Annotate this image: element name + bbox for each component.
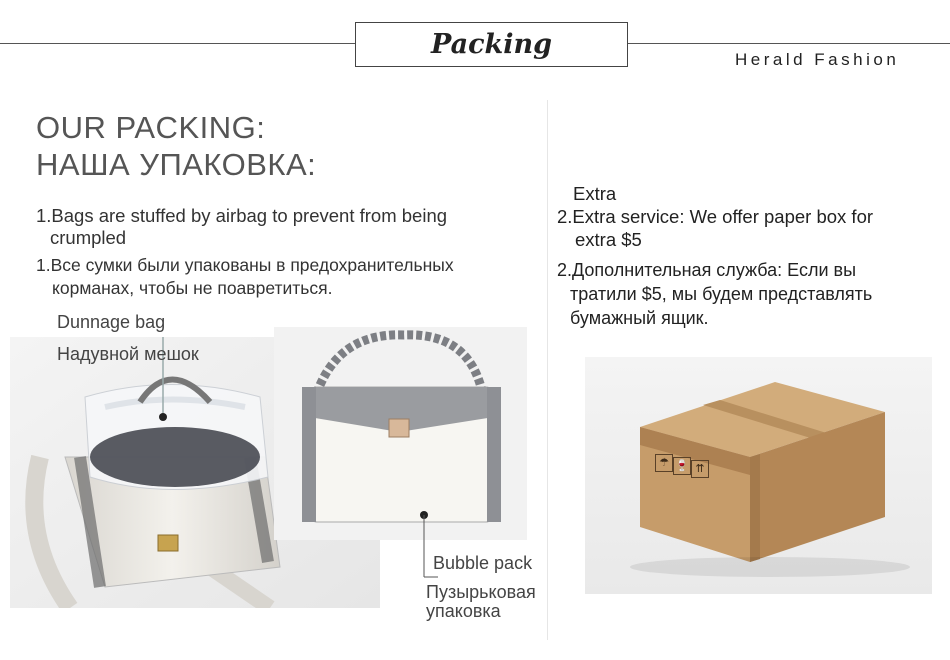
paper-box-photo (585, 357, 932, 594)
dunnage-label-en: Dunnage bag (57, 312, 166, 332)
point1-en-line2: crumpled (50, 227, 127, 248)
header-line-right (626, 43, 950, 44)
point1-ru-line2: корманах, чтобы не поавретиться. (52, 278, 333, 298)
heading-ru: НАША УПАКОВКА: (36, 147, 317, 182)
column-divider (547, 100, 548, 640)
point1-en-line1: 1.Bags are stuffed by airbag to prevent from being (36, 205, 448, 226)
extra-label: Extra (573, 183, 617, 204)
point2-ru-line2: тратили $5, мы будем представлять (570, 284, 873, 304)
heading-en: OUR PACKING: (36, 110, 266, 145)
packing-title: Packing (431, 29, 552, 60)
bubble-label-ru-line1: Пузырьковая (426, 582, 536, 602)
brand-name: Herald Fashion (735, 50, 900, 69)
point2-ru-line3: бумажный ящик. (570, 308, 709, 328)
bubble-label-ru-line2: упаковка (426, 601, 501, 621)
dunnage-label-ru: Надувной мешок (57, 344, 199, 364)
bubble-label-en: Bubble pack (433, 553, 533, 573)
point1-ru-line1: 1.Все сумки были упакованы в предохранительных (36, 255, 454, 275)
point2-en-line2: extra $5 (575, 229, 642, 250)
header-line-left (0, 43, 355, 44)
packing-title-box (355, 22, 628, 67)
glass-icon: 🍷 (673, 457, 691, 475)
this-way-up-icon: ⇈ (691, 460, 709, 478)
point2-ru-line1: 2.Дополнительная служба: Если вы (557, 260, 857, 280)
point2-en-line1: 2.Extra service: We offer paper box for (557, 206, 874, 227)
umbrella-icon: ☂ (655, 454, 673, 472)
bubble-pack-bag-photo (274, 327, 527, 540)
